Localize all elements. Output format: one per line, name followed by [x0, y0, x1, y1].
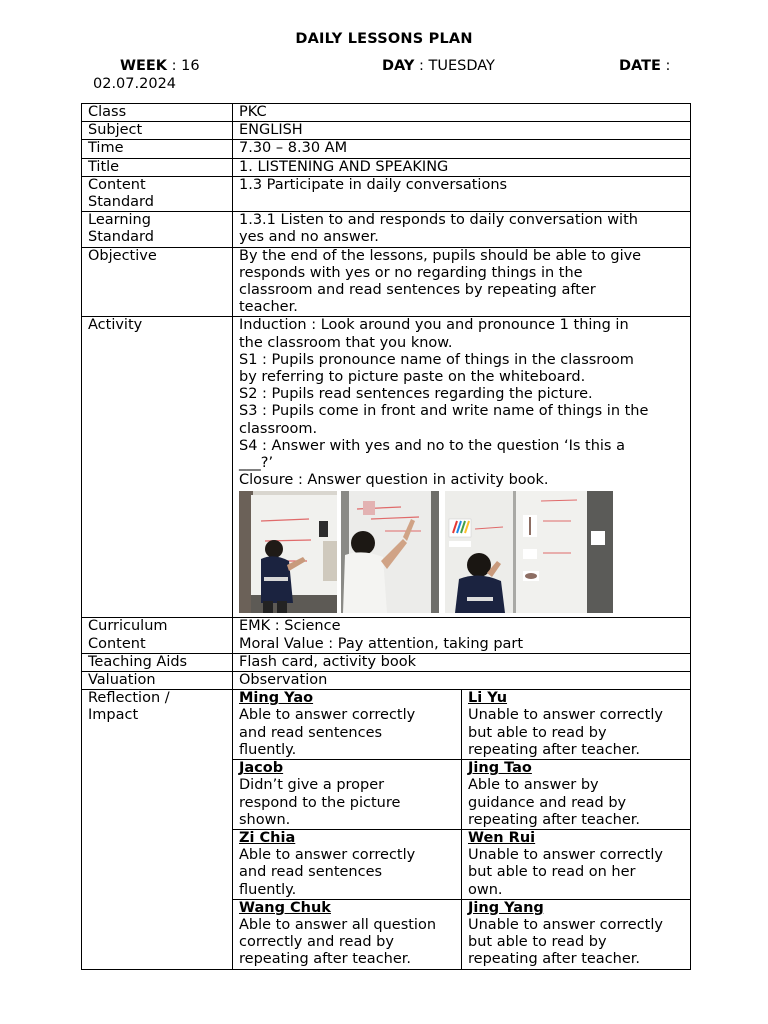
- lesson-plan-table: [81, 103, 691, 970]
- text-line: classroom.: [239, 420, 318, 437]
- label-title: Title: [82, 158, 233, 176]
- label-line: Impact: [88, 707, 139, 724]
- student-entry: [462, 690, 691, 759]
- text-line: S1 : Pupils pronounce name of things in the classroom: [239, 351, 634, 368]
- label-line: Standard: [88, 229, 154, 246]
- date-label: DATE: [619, 58, 661, 74]
- day-label: DAY: [382, 58, 415, 74]
- text-line: S4 : Answer with yes and no to the question ‘Is this a: [239, 437, 625, 454]
- row-activity: [82, 317, 691, 618]
- student-name: Jing Tao: [468, 760, 532, 777]
- text-line: S3 : Pupils come in front and write name of things in the: [239, 403, 649, 420]
- student-note: correctly and read by: [239, 934, 394, 951]
- label-line: Standard: [88, 194, 154, 211]
- reflection-row: [233, 760, 690, 830]
- student-entry: [462, 899, 691, 968]
- row-title: [82, 158, 691, 176]
- student-note: Unable to answer correctly: [468, 707, 663, 724]
- value-content-standard: 1.3 Participate in daily conversations: [233, 176, 691, 211]
- text-line: Closure : Answer question in activity book.: [239, 472, 549, 489]
- student-name: Jing Yang: [468, 899, 544, 916]
- row-objective: [82, 247, 691, 317]
- student-note: but able to read by: [468, 724, 607, 741]
- label-activity: Activity: [82, 317, 233, 618]
- text-line: the classroom that you know.: [239, 334, 453, 351]
- student-note: shown.: [239, 811, 291, 828]
- text-line: By the end of the lessons, pupils should be able to give: [239, 247, 642, 264]
- label-subject: Subject: [82, 122, 233, 140]
- date-field: [619, 58, 670, 74]
- student-name: Ming Yao: [239, 690, 314, 707]
- value-learning-standard: [233, 212, 691, 247]
- student-entry: [233, 899, 462, 968]
- row-class: [82, 104, 691, 122]
- label-line: Content: [88, 635, 146, 652]
- student-note: fluently.: [239, 881, 297, 898]
- label-valuation: Valuation: [82, 672, 233, 690]
- week-label: WEEK: [120, 58, 168, 74]
- student-name: Li Yu: [468, 690, 508, 707]
- reflection-grid: [233, 690, 690, 968]
- student-note: repeating after teacher.: [468, 951, 641, 968]
- label-class: Class: [82, 104, 233, 122]
- student-entry: [233, 690, 462, 759]
- text-line: Induction : Look around you and pronounce 1 thing in: [239, 317, 629, 334]
- row-content-standard: [82, 176, 691, 211]
- value-subject: ENGLISH: [233, 122, 691, 140]
- student-note: Unable to answer correctly: [468, 916, 663, 933]
- row-learning-standard: [82, 212, 691, 247]
- label-objective: Objective: [82, 247, 233, 317]
- student-note: fluently.: [239, 741, 297, 758]
- day-value: : TUESDAY: [418, 58, 495, 74]
- text-line: responds with yes or no regarding things in the: [239, 264, 583, 281]
- row-time: [82, 140, 691, 158]
- row-valuation: [82, 672, 691, 690]
- text-line: EMK : Science: [239, 618, 341, 635]
- label-line: Content: [88, 176, 146, 193]
- row-curriculum: [82, 618, 691, 653]
- day-field: [382, 58, 495, 74]
- student-note: Able to answer all question: [239, 916, 437, 933]
- value-teaching-aids: Flash card, activity book: [233, 653, 691, 671]
- student-entry: [462, 829, 691, 899]
- text-line: ___?’: [239, 455, 274, 472]
- date-colon: :: [665, 58, 671, 74]
- classroom-photo: [341, 491, 439, 613]
- label-line: Curriculum: [88, 618, 168, 635]
- label-content-standard: [82, 176, 233, 211]
- date-value: 02.07.2024: [93, 76, 177, 92]
- row-subject: [82, 122, 691, 140]
- student-note: Didn’t give a proper: [239, 777, 385, 794]
- week-field: [120, 58, 200, 74]
- student-note: repeating after teacher.: [468, 811, 641, 828]
- text-line: S2 : Pupils read sentences regarding the picture.: [239, 386, 593, 403]
- text-line: 1.3.1 Listen to and responds to daily conversation with: [239, 212, 638, 229]
- student-note: own.: [468, 881, 503, 898]
- row-reflection: [82, 690, 691, 969]
- student-note: and read sentences: [239, 724, 383, 741]
- page-title: DAILY LESSONS PLAN: [295, 31, 473, 47]
- student-name: Zi Chia: [239, 829, 296, 846]
- reflection-grid-cell: [233, 690, 691, 969]
- text-line: teacher.: [239, 299, 298, 316]
- student-entry: [233, 760, 462, 830]
- student-note: Able to answer by: [468, 777, 599, 794]
- student-name: Wang Chuk: [239, 899, 331, 916]
- value-valuation: Observation: [233, 672, 691, 690]
- classroom-photo: [445, 491, 613, 613]
- student-note: repeating after teacher.: [239, 951, 412, 968]
- text-line: by referring to picture paste on the whiteboard.: [239, 369, 586, 386]
- activity-photos: [239, 491, 684, 613]
- reflection-row: [233, 690, 690, 759]
- reflection-row: [233, 829, 690, 899]
- text-line: classroom and read sentences by repeating after: [239, 282, 596, 299]
- value-activity: [233, 317, 691, 618]
- student-note: guidance and read by: [468, 794, 627, 811]
- value-title: 1. LISTENING AND SPEAKING: [233, 158, 691, 176]
- student-note: but able to read on her: [468, 864, 636, 881]
- value-objective: [233, 247, 691, 317]
- student-name: Wen Rui: [468, 829, 536, 846]
- week-value: : 16: [171, 58, 200, 74]
- student-note: but able to read by: [468, 934, 607, 951]
- label-reflection: [82, 690, 233, 969]
- value-time: 7.30 – 8.30 AM: [233, 140, 691, 158]
- reflection-row: [233, 899, 690, 968]
- value-class: PKC: [233, 104, 691, 122]
- student-note: and read sentences: [239, 864, 383, 881]
- text-line: yes and no answer.: [239, 229, 379, 246]
- label-teaching-aids: Teaching Aids: [82, 653, 233, 671]
- student-note: Able to answer correctly: [239, 847, 416, 864]
- label-line: Reflection /: [88, 690, 170, 707]
- label-curriculum: [82, 618, 233, 653]
- classroom-photo: [239, 491, 337, 613]
- student-entry: [233, 829, 462, 899]
- student-note: Able to answer correctly: [239, 707, 416, 724]
- row-teaching-aids: [82, 653, 691, 671]
- value-curriculum: [233, 618, 691, 653]
- label-line: Learning: [88, 212, 151, 229]
- label-learning-standard: [82, 212, 233, 247]
- student-note: repeating after teacher.: [468, 741, 641, 758]
- student-note: Unable to answer correctly: [468, 847, 663, 864]
- student-name: Jacob: [239, 760, 284, 777]
- student-entry: [462, 760, 691, 830]
- label-time: Time: [82, 140, 233, 158]
- text-line: Moral Value : Pay attention, taking part: [239, 635, 524, 652]
- student-note: respond to the picture: [239, 794, 401, 811]
